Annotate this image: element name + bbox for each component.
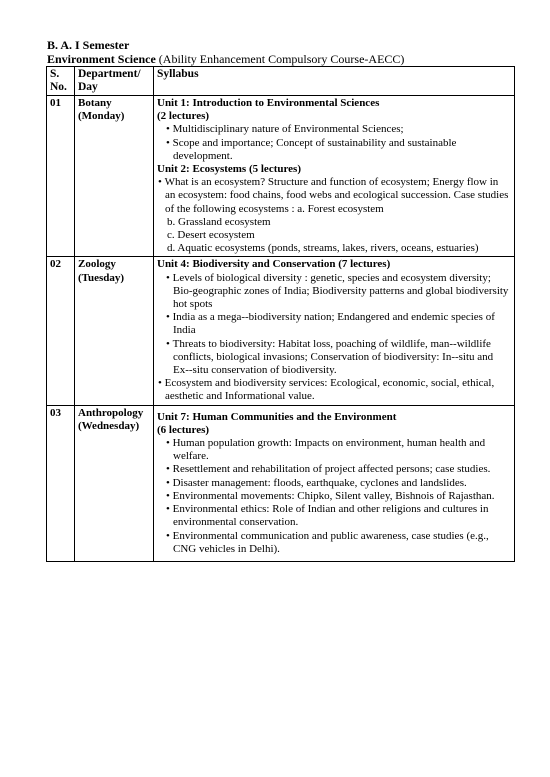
syllabus-item: • Environmental movements: Chipko, Silent valley, Bishnois of Rajasthan. <box>157 490 511 503</box>
syllabus-item: • Scope and importance; Concept of sustainability and sustainable development. <box>157 137 511 163</box>
syllabus-item: • Environmental communication and public awareness, case studies (e.g., CNG vehicles in Delhi). <box>157 530 511 556</box>
header-sno <box>47 67 75 96</box>
department-name: Botany <box>78 97 112 109</box>
course-name: Environment Science <box>47 52 156 66</box>
syllabus-item: • Human population growth: Impacts on environment, human health and welfare. <box>157 437 511 463</box>
row-syllabus <box>154 405 515 561</box>
row-syllabus <box>154 96 515 257</box>
syllabus-item: • India as a mega--biodiversity nation; Endangered and endemic species of India <box>157 311 511 337</box>
course-heading <box>47 53 404 66</box>
syllabus-item: • Levels of biological diversity : genetic, species and ecosystem diversity; Bio-geographic zones of India; Biodiversity patterns and global biodiversity hot spots <box>157 272 511 312</box>
row-department <box>75 96 154 257</box>
syllabus-subitem: b. Grassland ecosystem <box>167 215 271 228</box>
syllabus-item: • Multidisciplinary nature of Environmental Sciences; <box>157 123 511 136</box>
syllabus-subitem: c. Desert ecosystem <box>167 229 255 242</box>
header-dept-line1: Department/ <box>78 68 141 80</box>
syllabus-item: • Threats to biodiversity: Habitat loss, poaching of wildlife, man--wildlife conflicts, biological invasions; Conservation of biodiversity: In--situ and Ex--situ conservation of biodiversity. <box>157 338 511 378</box>
row-number: 02 <box>47 257 75 405</box>
department-day: (Tuesday) <box>78 271 125 284</box>
syllabus-item: • Disaster management: floods, earthquake, cyclones and landslides. <box>157 477 511 490</box>
header-syllabus: Syllabus <box>154 67 515 96</box>
row-syllabus <box>154 257 515 405</box>
syllabus-table <box>46 66 515 562</box>
row-number: 01 <box>47 96 75 257</box>
unit-title: Unit 4: Biodiversity and Conservation (7 lectures) <box>157 258 391 271</box>
department-name: Zoology <box>78 258 116 271</box>
course-type: (Ability Enhancement Compulsory Course-AECC) <box>155 52 405 66</box>
header-sno-line1: S. <box>50 68 60 80</box>
table-row <box>47 257 515 405</box>
department-day: (Wednesday) <box>78 419 140 432</box>
syllabus-item: • Resettlement and rehabilitation of project affected persons; case studies. <box>157 463 511 476</box>
unit-lectures: (2 lectures) <box>157 110 210 123</box>
syllabus-subitem: d. Aquatic ecosystems (ponds, streams, lakes, rivers, oceans, estuaries) <box>167 242 479 255</box>
header-dept-line2: Day <box>78 81 98 93</box>
department-day: (Monday) <box>78 110 125 123</box>
unit-title: Unit 2: Ecosystems (5 lectures) <box>157 163 301 176</box>
row-department <box>75 257 154 405</box>
unit-title: Unit 1: Introduction to Environmental Sciences <box>157 97 380 109</box>
department-name: Anthropology <box>78 406 144 419</box>
table-row <box>47 96 515 257</box>
table-row <box>47 405 515 561</box>
header-department <box>75 67 154 96</box>
unit-lectures: (6 lectures) <box>157 423 210 436</box>
syllabus-item: • Environmental ethics: Role of Indian and other religions and cultures in environmental conservation. <box>157 503 511 529</box>
syllabus-item: • Ecosystem and biodiversity services: Ecological, economic, social, ethical, aesthetic and Informational value. <box>157 377 511 403</box>
syllabus-item: • What is an ecosystem? Structure and function of ecosystem; Energy flow in an ecosystem: food chains, food webs and ecological succession. Case studies of the following ecosystems : a. Forest ecosystem <box>157 176 511 216</box>
unit-title: Unit 7: Human Communities and the Environment <box>157 410 397 423</box>
semester-heading: B. A. I Semester <box>47 38 130 52</box>
table-header-row <box>47 67 515 96</box>
row-department <box>75 405 154 561</box>
row-number: 03 <box>47 405 75 561</box>
header-sno-line2: No. <box>50 81 67 93</box>
